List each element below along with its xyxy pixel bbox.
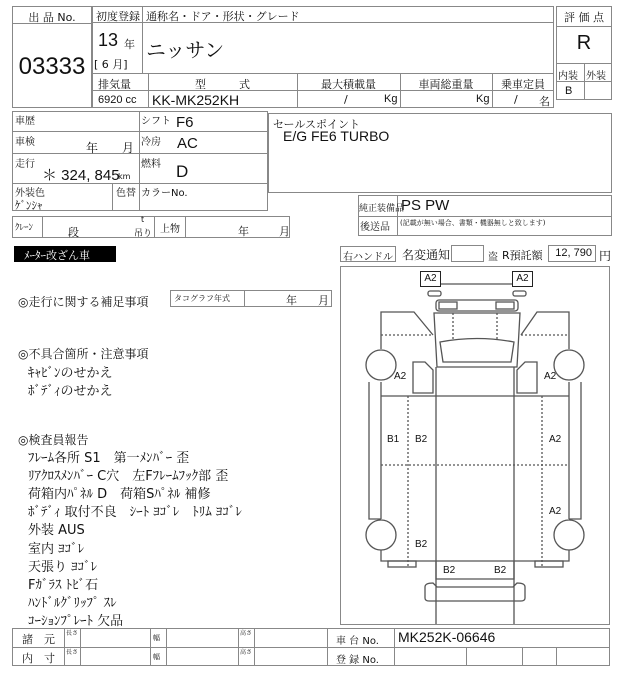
gross-weight-unit: Kg: [476, 93, 490, 105]
spec-length-label: 長さ: [66, 630, 79, 637]
displacement-value: 6920 cc: [98, 94, 137, 106]
recycle-box: [548, 245, 596, 262]
shift-value: F6: [176, 114, 194, 131]
ac-label: 冷房: [141, 137, 161, 148]
damage-mark-front-right-box: A2: [512, 271, 533, 287]
inspection-year: 年: [86, 141, 99, 155]
inspector-line: ｺｰｼｮﾝﾌﾟﾚｰﾄ 欠品: [28, 614, 124, 629]
inspector-line: ﾌﾚｰﾑ各所 S1 第一ﾒﾝﾊﾞｰ 歪: [28, 451, 190, 466]
inspection-label: 車検: [15, 137, 35, 148]
theft-label: 盗: [488, 252, 498, 263]
exterior-label: 外装: [586, 71, 606, 82]
inner-length-label: 長さ: [66, 649, 79, 656]
inspector-heading: ◎検査員報告: [18, 433, 89, 447]
crane-t: t: [141, 215, 145, 224]
lot-no-label: 出 品 No.: [28, 11, 76, 24]
lot-no-value: 03333: [18, 53, 86, 80]
history-label: 車歴: [15, 116, 35, 127]
body-month: 月: [279, 225, 290, 238]
name-label: 通称名・ドア・形状・グレード: [146, 10, 300, 23]
color-label: 外装色: [15, 188, 45, 199]
damage-mark-front-left-box: A2: [420, 271, 441, 287]
chassis-value: MK252K-06646: [398, 629, 496, 645]
spec-height-label: 高さ: [240, 630, 253, 637]
fuel-value: D: [176, 162, 189, 181]
interior-label: 内装: [558, 71, 578, 82]
damage-mark: A2: [549, 506, 562, 517]
inspector-line: Fｶﾞﾗｽ ﾄﾋﾞ石: [28, 578, 99, 593]
gross-weight-label: 車両総重量: [418, 78, 474, 91]
first-reg-label: 初度登録: [96, 10, 140, 23]
spec-label: 諸 元: [22, 633, 55, 646]
max-load-value: /: [344, 93, 348, 106]
color-no-label: カラーNo.: [141, 188, 188, 199]
damage-mark: A2: [544, 371, 557, 382]
mileage-value: ＊ 324, 845: [42, 167, 120, 184]
meter-tamper-text: ﾒｰﾀｰ改ざん車: [24, 249, 90, 262]
later-label: 後送品: [360, 222, 390, 233]
lot-no-box: [12, 6, 92, 108]
interior-score: B: [565, 85, 573, 97]
recycle-value: 12, 790: [555, 247, 592, 259]
inner-height-label: 高さ: [240, 649, 253, 656]
right-hand-box: [340, 246, 396, 262]
details-box: [12, 111, 268, 211]
right-hand-label: 右ハンドル: [343, 252, 393, 263]
model-value: KK-MK252KH: [152, 92, 240, 108]
chassis-label: 車 台 No.: [336, 636, 379, 647]
tacho-label: タコグラフ年式: [174, 294, 230, 303]
recycle-label: R預託額: [502, 249, 543, 262]
sales-point-value: E/G FE6 TURBO: [283, 128, 390, 144]
tacho-month: 月: [318, 294, 329, 307]
spec-width-label: 幅: [153, 634, 160, 642]
score-label: 評 価 点: [564, 11, 604, 24]
mileage-label: 走行: [15, 159, 35, 170]
max-load-label: 最大積載量: [321, 78, 376, 91]
tacho-year: 年: [286, 294, 297, 307]
meter-tamper-badge: [14, 246, 116, 262]
mileage-unit: km: [118, 172, 131, 181]
inspector-line: 室内 ﾖｺﾞﾚ: [28, 542, 85, 557]
first-reg-year: 13: [98, 30, 119, 50]
inspector-line: 荷箱内ﾊﾟﾈﾙ D 荷箱Sﾊﾟﾈﾙ 補修: [28, 487, 211, 502]
capacity-value: /: [514, 93, 518, 106]
defect-heading: ◎不具合箇所・注意事項: [18, 347, 149, 361]
damage-mark: B2: [415, 434, 428, 445]
genuine-label: 純正装備品: [359, 204, 405, 214]
defect-line: ﾎﾞﾃﾞｨのせかえ: [28, 384, 113, 399]
crane-label: ｸﾚｰﾝ: [15, 223, 34, 233]
ac-value: AC: [177, 135, 198, 152]
year-unit: 年: [124, 38, 135, 51]
sales-point-label: セールスポイント: [273, 118, 361, 131]
crane-lift: 吊り: [134, 229, 153, 239]
defect-line: ｷｬﾋﾞﾝのせかえ: [28, 366, 113, 381]
inspector-line: ﾎﾞﾃﾞｨ 取付不良 ｼｰﾄ ﾖｺﾞﾚ ﾄﾘﾑ ﾖｺﾞﾚ: [28, 505, 242, 520]
capacity-label: 乗車定員: [501, 78, 545, 91]
inspection-month: 月: [122, 141, 135, 155]
truck-outline: [341, 267, 609, 624]
fuel-label: 燃料: [141, 159, 161, 170]
damage-mark: B2: [494, 565, 507, 576]
color-change-label: 色替: [116, 188, 136, 199]
body-year: 年: [238, 225, 249, 238]
max-load-unit: Kg: [384, 93, 398, 105]
yen-label: 円: [599, 249, 612, 263]
damage-mark: B2: [415, 539, 428, 550]
damage-diagram: [340, 266, 610, 625]
inspector-line: 天張り ﾖｺﾞﾚ: [28, 560, 98, 575]
color-value: ｹﾞﾝｼｬ: [15, 199, 43, 212]
score-value: R: [576, 32, 592, 54]
driving-heading: ◎走行に関する補足事項: [18, 295, 149, 309]
name-change-label: 名変通知: [402, 248, 451, 262]
shift-label: シフト: [141, 116, 171, 127]
body-label: 上物: [160, 224, 180, 235]
inspector-line: ﾘｱｸﾛｽﾒﾝﾊﾞｰ C穴 左Fﾌﾚｰﾑﾌｯｸ部 歪: [28, 469, 229, 484]
later-note: (記載が無い場合、書類・機器無しと致します): [400, 219, 546, 227]
first-reg-month: [ 6 月]: [94, 58, 128, 71]
inner-width-label: 幅: [153, 653, 160, 661]
crane-stage: 段: [68, 226, 79, 239]
damage-mark: B2: [443, 565, 456, 576]
damage-mark: A2: [394, 371, 407, 382]
genuine-value: PS PW: [401, 197, 450, 214]
model-label: 型 式: [195, 78, 250, 91]
score-box: [556, 6, 612, 100]
damage-mark: A2: [549, 434, 562, 445]
reg-label: 登 録 No.: [336, 655, 379, 666]
inspector-line: 外装 AUS: [28, 523, 85, 538]
inspector-line: ﾊﾝﾄﾞﾙｸﾞﾘｯﾌﾟ ｽﾚ: [28, 596, 117, 611]
damage-mark: B1: [387, 434, 400, 445]
displacement-label: 排気量: [98, 78, 131, 91]
name-change-box: [451, 245, 484, 262]
inner-label: 内 寸: [22, 652, 55, 665]
capacity-unit: 名: [539, 95, 550, 108]
vehicle-name: ニッサン: [146, 38, 225, 62]
